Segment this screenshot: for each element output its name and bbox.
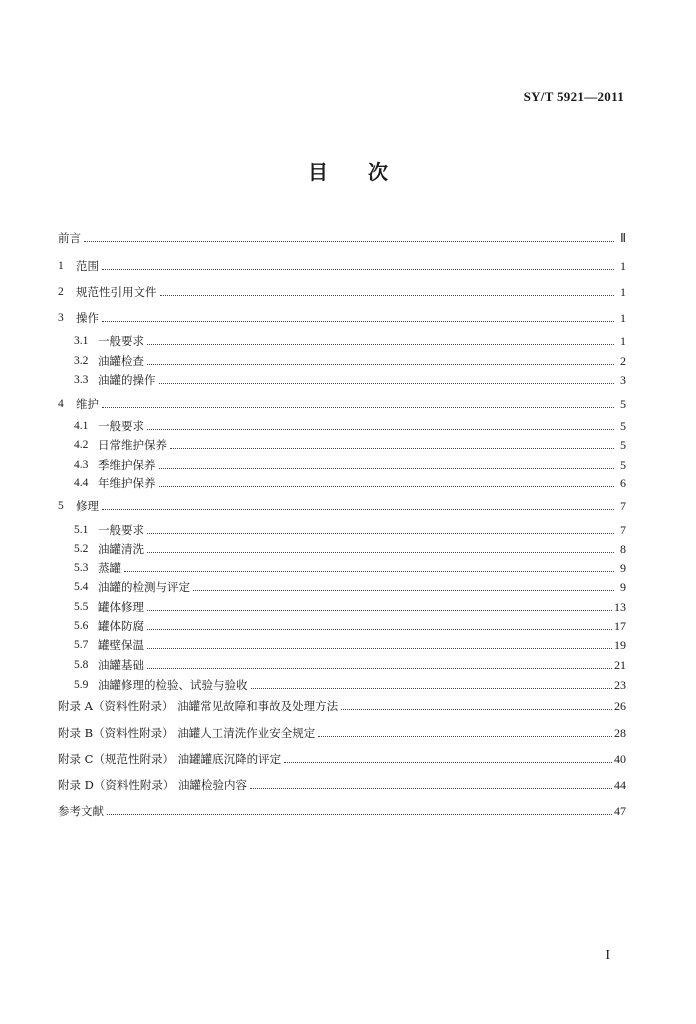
toc-entry-page: 6 (620, 476, 626, 490)
dot-leader (160, 294, 615, 296)
dot-leader (341, 708, 612, 710)
toc-entry-page: 1 (620, 259, 626, 273)
dot-leader (147, 628, 612, 630)
toc-entry-label: 油罐的检测与评定 (98, 580, 190, 594)
toc-entry-page: Ⅱ (620, 231, 626, 245)
dot-leader (250, 787, 612, 789)
toc-entry-label: 维护 (76, 397, 99, 411)
dot-leader (159, 485, 615, 487)
toc-entry-5-2[interactable] (74, 540, 626, 556)
toc-entry-number: 3.2 (74, 355, 89, 367)
standard-code: SY/T 5921—2011 (523, 89, 624, 104)
toc-entry-label: 罐体修理 (98, 600, 144, 614)
toc-entry-appendix-b[interactable] (58, 724, 626, 740)
toc-entry-page: 5 (620, 419, 626, 433)
dot-leader (170, 447, 614, 449)
toc-entry-label: 日常维护保养 (98, 438, 167, 452)
toc-entry-label: 季维护保养 (98, 458, 156, 472)
toc-entry-label: 操作 (76, 311, 99, 325)
toc-entry-3-2[interactable] (74, 352, 626, 368)
toc-entry-number: 3 (58, 312, 64, 324)
toc-entry-number: 5.2 (74, 543, 89, 555)
toc-entry-page: 1 (620, 285, 626, 299)
toc-entry-number: 4.1 (74, 420, 89, 432)
toc-entry-number: 5.9 (74, 679, 89, 691)
toc-entry-5-4[interactable] (74, 578, 626, 594)
toc-entry-page: 26 (614, 699, 626, 713)
toc-entry-page: 1 (620, 334, 626, 348)
dot-leader (147, 343, 614, 345)
toc-entry-appendix-d[interactable] (58, 776, 626, 792)
toc-entry-label: 一般要求 (98, 523, 144, 537)
toc-entry-number: 5.8 (74, 659, 89, 671)
toc-entry-page: 7 (620, 499, 626, 513)
toc-entry-number: 2 (58, 286, 64, 298)
dot-leader (193, 589, 614, 591)
toc-entry-page: 1 (620, 311, 626, 325)
dot-leader (159, 382, 615, 384)
toc-entry-3[interactable] (58, 309, 626, 325)
toc-entry-number: 3.1 (74, 335, 89, 347)
toc-entry-number: 5.5 (74, 601, 89, 613)
toc-entry-label: 蒸罐 (98, 561, 121, 575)
toc-entry-5-9[interactable] (74, 676, 626, 692)
toc-entry-page: 40 (614, 752, 626, 766)
toc-entry-number: 5.3 (74, 562, 89, 574)
toc-entry-page: 5 (620, 397, 626, 411)
toc-entry-label: 参考文献 (58, 804, 104, 818)
toc-entry-number: 4.3 (74, 459, 89, 471)
toc-entry-preface[interactable] (58, 229, 626, 245)
dot-leader (318, 735, 612, 737)
dot-leader (102, 508, 614, 510)
toc-entry-page: 7 (620, 523, 626, 537)
page-title: 目次 (308, 160, 428, 184)
toc-entry-page: 21 (614, 658, 626, 672)
toc-entry-2[interactable] (58, 283, 626, 299)
toc-entry-label: 范围 (76, 259, 99, 273)
toc-entry-5-3[interactable] (74, 559, 626, 575)
toc-entry-1[interactable] (58, 257, 626, 273)
toc-entry-label: 修理 (76, 499, 99, 513)
toc-entry-number: 5.7 (74, 639, 89, 651)
dot-leader (102, 406, 614, 408)
toc-entry-label: 附录 C（规范性附录） 油罐罐底沉降的评定 (58, 752, 282, 766)
dot-leader (159, 467, 615, 469)
toc-entry-4-2[interactable] (74, 436, 626, 452)
toc-entry-page: 19 (614, 638, 626, 652)
toc-entry-4-4[interactable] (74, 474, 626, 490)
toc-entry-3-1[interactable] (74, 332, 626, 348)
toc-entry-number: 5.4 (74, 581, 89, 593)
toc-entry-4-3[interactable] (74, 456, 626, 472)
toc-entry-page: 2 (620, 354, 626, 368)
page-number: I (605, 948, 610, 963)
toc-entry-label: 罐体防腐 (98, 619, 144, 633)
toc-entry-number: 5.1 (74, 524, 89, 536)
dot-leader (147, 609, 612, 611)
dot-leader (107, 813, 612, 815)
toc-entry-page: 9 (620, 580, 626, 594)
dot-leader (147, 551, 614, 553)
toc-entry-page: 44 (614, 778, 626, 792)
toc-entry-4[interactable] (58, 395, 626, 411)
toc-entry-label: 一般要求 (98, 419, 144, 433)
dot-leader (147, 667, 612, 669)
dot-leader (124, 570, 614, 572)
toc-entry-label: 油罐的操作 (98, 373, 156, 387)
toc-entry-page: 3 (620, 373, 626, 387)
toc-entry-5-5[interactable] (74, 598, 626, 614)
toc-entry-references[interactable] (58, 802, 626, 818)
toc-entry-5-8[interactable] (74, 656, 626, 672)
toc-entry-5-1[interactable] (74, 521, 626, 537)
toc-entry-5-7[interactable] (74, 636, 626, 652)
toc-entry-number: 4.4 (74, 477, 89, 489)
dot-leader (84, 240, 614, 242)
toc-entry-page: 23 (614, 678, 626, 692)
dot-leader (284, 761, 612, 763)
toc-entry-label: 油罐检查 (98, 354, 144, 368)
dot-leader (147, 647, 612, 649)
toc-entry-label: 年维护保养 (98, 476, 156, 490)
toc-entry-label: 附录 B（资料性附录） 油罐人工清洗作业安全规定 (58, 726, 316, 740)
dot-leader (147, 532, 614, 534)
toc-entry-appendix-a[interactable] (58, 697, 626, 713)
dot-leader (251, 687, 613, 689)
toc-entry-page: 13 (614, 600, 626, 614)
toc-entry-5-6[interactable] (74, 617, 626, 633)
toc-entry-page: 17 (614, 619, 626, 633)
toc-entry-number: 5.6 (74, 620, 89, 632)
toc-entry-number: 1 (58, 260, 64, 272)
dot-leader (147, 428, 614, 430)
toc-entry-page: 28 (614, 726, 626, 740)
toc-entry-label: 油罐修理的检验、试验与验收 (98, 678, 248, 692)
toc-entry-3-3[interactable] (74, 371, 626, 387)
toc-entry-number: 4 (58, 398, 64, 410)
toc-entry-label: 前言 (58, 231, 81, 245)
dot-leader (102, 268, 614, 270)
toc-entry-label: 规范性引用文件 (76, 285, 157, 299)
toc-entry-number: 4.2 (74, 439, 89, 451)
toc-entry-label: 油罐清洗 (98, 542, 144, 556)
toc-entry-label: 罐壁保温 (98, 638, 144, 652)
toc-entry-page: 9 (620, 561, 626, 575)
toc-entry-page: 5 (620, 438, 626, 452)
toc-entry-5[interactable] (58, 497, 626, 513)
toc-entry-page: 5 (620, 458, 626, 472)
toc-entry-number: 5 (58, 500, 64, 512)
toc-entry-label: 附录 D（资料性附录） 油罐检验内容 (58, 778, 248, 792)
dot-leader (102, 320, 614, 322)
toc-entry-label: 附录 A（资料性附录） 油罐常见故障和事故及处理方法 (58, 699, 339, 713)
dot-leader (147, 363, 614, 365)
toc-entry-number: 3.3 (74, 374, 89, 386)
toc-entry-label: 一般要求 (98, 334, 144, 348)
toc-entry-appendix-c[interactable] (58, 750, 626, 766)
toc-entry-page: 8 (620, 542, 626, 556)
toc-entry-label: 油罐基础 (98, 658, 144, 672)
toc-entry-page: 47 (614, 804, 626, 818)
toc-entry-4-1[interactable] (74, 417, 626, 433)
